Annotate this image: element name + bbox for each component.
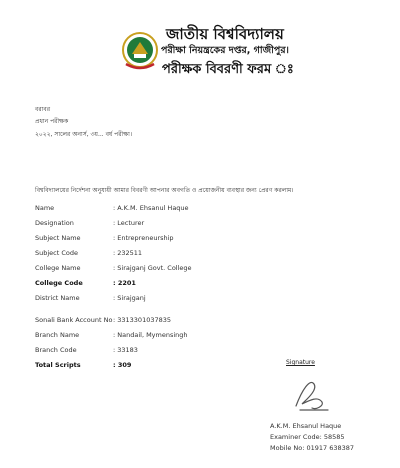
bank-label: Total Scripts xyxy=(35,361,81,369)
detail-value: : Sirajganj xyxy=(113,294,146,302)
bank-label: Sonali Bank Account No xyxy=(35,316,113,324)
detail-label: Designation xyxy=(35,219,74,227)
handwritten-signature xyxy=(288,370,336,418)
detail-value: : Sirajganj Govt. College xyxy=(113,264,192,272)
office-subtitle: পরীক্ষা নিয়ন্ত্রকের দপ্তর, গাজীপুর। xyxy=(161,45,289,56)
detail-label: Subject Name xyxy=(35,234,81,242)
bank-label: Branch Name xyxy=(35,331,80,339)
bank-value: : 309 xyxy=(113,361,132,369)
form-title: পরীক্ষক বিবরণী ফরম ঃ xyxy=(162,62,294,77)
intro-paragraph: বিশ্ববিদ্যালয়ের নির্দেশনা অনুযায়ী আমার বিবরণী আপনার অবগতি ও প্রয়োজনীয় ব্যবস্থার জন্য প্রেরণ করলাম। xyxy=(35,187,294,194)
address-line-2: প্রধান পরীক্ষক xyxy=(35,118,69,125)
detail-value: : Lecturer xyxy=(113,219,145,227)
bank-value: : Nandail, Mymensingh xyxy=(113,331,188,339)
detail-label: Subject Code xyxy=(35,249,79,257)
bank-label: Branch Code xyxy=(35,346,77,354)
mobile-number: Mobile No: 01917 638387 xyxy=(270,444,355,452)
address-line-1: বরাবর xyxy=(35,106,51,113)
detail-value: : A.K.M. Ehsanul Haque xyxy=(113,204,189,212)
signature-title: Signature xyxy=(286,359,315,366)
bank-value: : 3313301037835 xyxy=(113,316,172,324)
address-line-3: ২০২২, সালের অনার্স, ৩য়... বর্ষ পরীক্ষা। xyxy=(35,131,132,138)
examiner-code: Examiner Code: 58585 xyxy=(270,433,345,441)
detail-value: : Entrepreneurship xyxy=(113,234,174,242)
detail-label: College Code xyxy=(35,279,83,287)
signer-name: A.K.M. Ehsanul Haque xyxy=(270,422,342,430)
detail-label: District Name xyxy=(35,294,80,302)
detail-value: : 232511 xyxy=(113,249,143,257)
university-title: জাতীয় বিশ্ববিদ্যালয় xyxy=(166,25,284,43)
bank-value: : 33183 xyxy=(113,346,138,354)
national-university-logo xyxy=(120,30,160,72)
detail-value: : 2201 xyxy=(113,279,136,287)
detail-label: College Name xyxy=(35,264,81,272)
detail-label: Name xyxy=(35,204,55,212)
